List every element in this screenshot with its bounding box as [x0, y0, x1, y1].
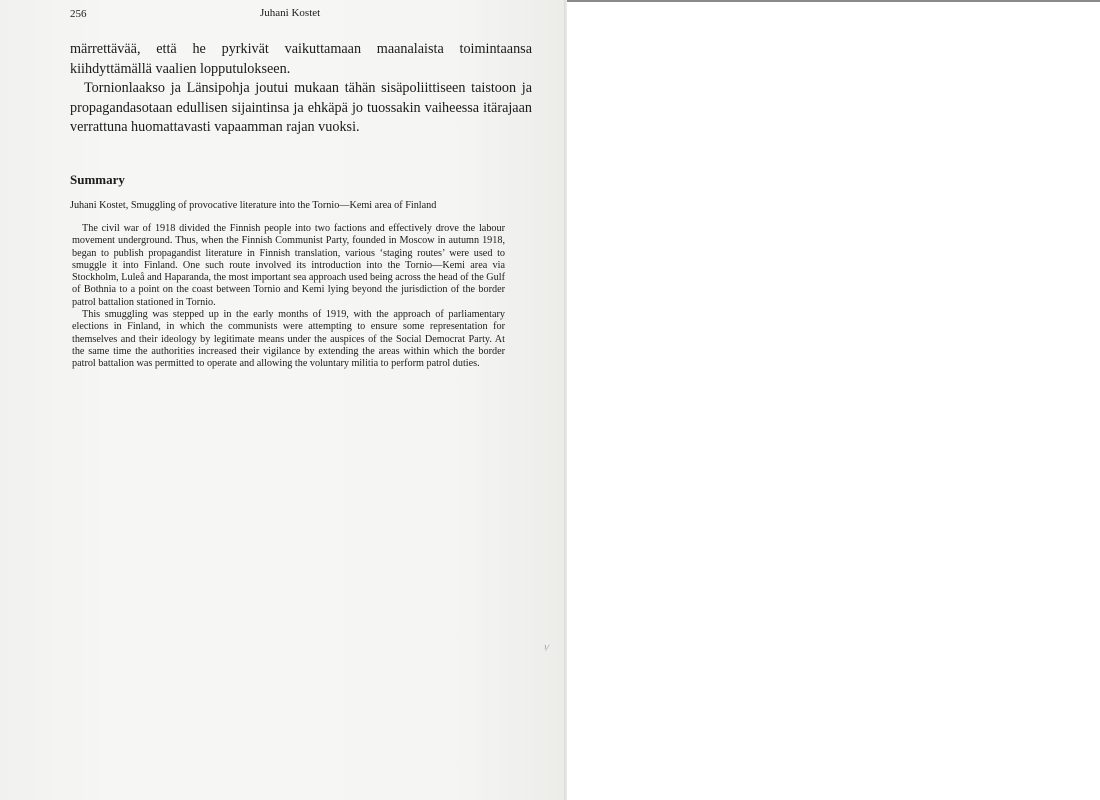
- summary-paragraph: This smuggling was stepped up in the early months of 1919, with the approach of parliamentary elections in Finland, in which the communists were attempting to ensure some representation for themselves and their ideology by legitimate means under the auspices of the Social Democrat Party. At the same time the authorities increased their vigilance by extending the areas within which the border patrol battalion was permitted to operate and allowing the voluntary militia to perform patrol duties.: [72, 309, 505, 370]
- summary-paragraph: The civil war of 1918 divided the Finnish people into two factions and effectively drove the labour movement underground. Thus, when the Finnish Communist Party, founded in Moscow in autumn 1918, began to publish propagandist literature in Finnish translation, various ‘staging routes’ were used to smuggle it into Finland. One such route involved its introduction into the Tornio—Kemi area via Stockholm, Luleå and Haparanda, the most important sea approach used being across the head of the Gulf of Bothnia to a point on the coast between Tornio and Kemi lying beyond the jurisdiction of the border patrol battalion stationed in Tornio.: [72, 223, 505, 308]
- right-page-blank: [567, 0, 1100, 800]
- page-edge-rule: [567, 0, 1100, 2]
- summary-citation: Juhani Kostet, Smuggling of provocative literature into the Tornio—Kemi area of Finland: [70, 200, 437, 211]
- running-head: Juhani Kostet: [260, 7, 321, 19]
- finnish-paragraph: märrettävää, että he pyrkivät vaikuttamaan maanalaista toimintaansa kiihdyttämällä vaalien lopputulokseen.: [70, 41, 532, 77]
- finnish-text-block: [70, 40, 532, 138]
- finnish-paragraph: Tornionlaakso ja Länsipohja joutui mukaan tähän sisäpoliittiseen taistoon ja propagandasotaan edullisen sijaintinsa ja ehkäpä jo tuossakin vaiheessa itärajaan verrattuna huomattavasti vapaamman rajan vuoksi.: [70, 80, 532, 135]
- page-number: 256: [70, 8, 87, 20]
- summary-body: [72, 223, 505, 371]
- summary-heading: Summary: [70, 172, 125, 187]
- margin-mark: ¹⁄: [544, 643, 549, 653]
